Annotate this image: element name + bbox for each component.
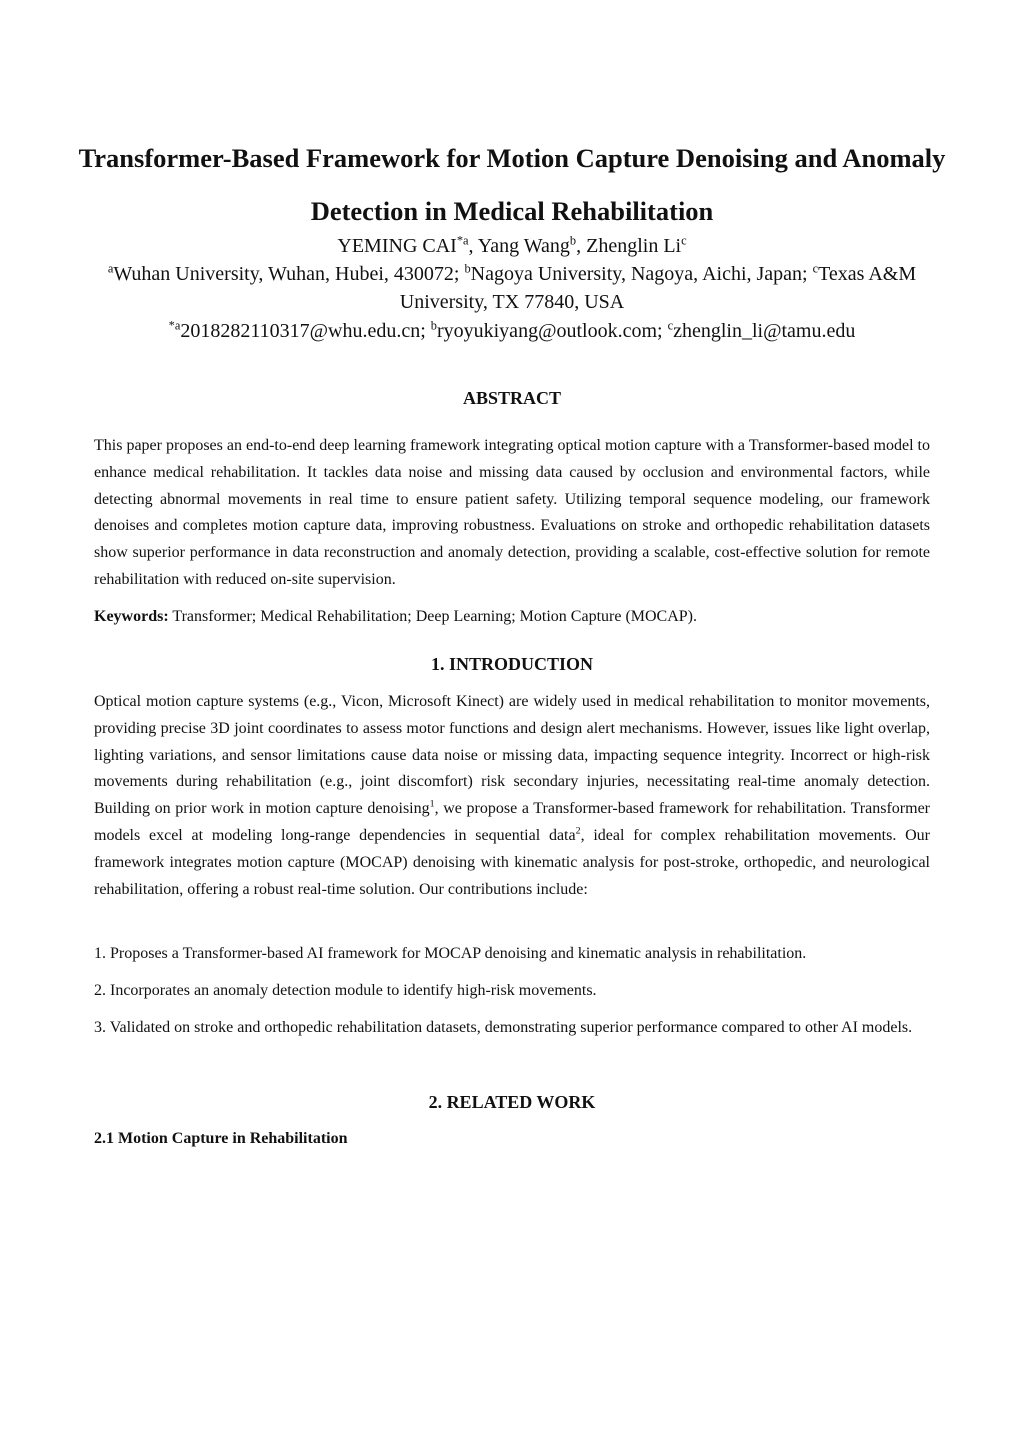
affiliation-text: Nagoya University, Nagoya, Aichi, Japan; [470,263,813,285]
author-name: Zhenglin Li [586,235,682,257]
paper-title: Transformer-Based Framework for Motion Capture Denoising and Anomaly Detection in Medical Rehabilitation [78,143,946,226]
author-mark: *a [456,233,469,248]
email-mark: b [430,318,437,333]
author-line [60,232,964,260]
contribution-item: 3. Validated on stroke and orthopedic rehabilitation datasets, demonstrating superior performance compared to other AI models. [94,1019,913,1036]
author-separator: , [576,235,587,257]
author-separator: , [468,235,478,257]
affiliation-mark: c [812,261,819,276]
related-work-heading: 2. RELATED WORK [428,1092,596,1112]
intro-text-part: , we propose a Transformer-based framework for rehabilitation. Transformer models excel at modeling long-range dependencies in sequential data [94,800,930,844]
introduction-heading: 1. INTRODUCTION [430,654,594,674]
keywords-text: Transformer; Medical Rehabilitation; Deep Learning; Motion Capture (MOCAP). [168,608,698,625]
introduction-paragraph [94,689,930,903]
keywords-line [94,604,930,631]
email-address: 2018282110317@whu.edu.cn; [180,320,431,342]
author-name: YEMING CAI [337,235,457,257]
citation-ref: 1 [429,798,435,810]
email-line [60,317,964,345]
author-mark: b [569,233,577,248]
author-mark: c [681,233,687,248]
citation-ref: 2 [575,825,581,837]
email-mark: c [667,318,674,333]
email-mark: *a [168,318,181,333]
abstract-heading: ABSTRACT [462,388,562,408]
keywords-label: Keywords: [94,608,169,625]
affiliation-text: Texas A&M University, TX 77840, USA [399,263,917,313]
intro-text-part: Optical motion capture systems (e.g., Vicon, Microsoft Kinect) are widely used in medical rehabilitation to monitor movements, providing precise 3D joint coordinates to assess motor functions and design alert mechanisms. However, issues like light overlap, lighting variations, and sensor limitations cause data noise or missing data, impacting sequence integrity. Incorrect or high-risk movements during rehabilitation (e.g., joint discomfort) risk secondary injuries, necessitating real-time anomaly detection. Building on prior work in motion capture denoising [94,693,930,818]
author-name: Yang Wang [477,235,570,257]
affiliation-mark: a [107,261,114,276]
intro-text-part: , ideal for complex rehabilitation movements. Our framework integrates motion capture (MOCAP) denoising with kinematic analysis for post-stroke, orthopedic, and neurological rehabilitation, offering a robust real-time solution. Our contributions include: [94,826,931,898]
email-address: zhenglin_li@tamu.edu [673,320,856,342]
subsection-heading: 2.1 Motion Capture in Rehabilitation [94,1130,348,1147]
contribution-item: 2. Incorporates an anomaly detection module to identify high-risk movements. [94,982,597,999]
email-address: ryoyukiyang@outlook.com; [436,320,668,342]
affiliation-text: Wuhan University, Wuhan, Hubei, 430072; [113,263,465,285]
affiliation-mark: b [464,261,471,276]
affiliation-lines [100,260,924,316]
contribution-item: 1. Proposes a Transformer-based AI framework for MOCAP denoising and kinematic analysis in rehabilitation. [94,945,807,962]
abstract-text: This paper proposes an end-to-end deep learning framework integrating optical motion capture with a Transformer-based model to enhance medical rehabilitation. It tackles data noise and missing data caused by occlusion and environmental factors, while detecting abnormal movements in real time to ensure patient safety. Utilizing temporal sequence modeling, our framework denoises and completes motion capture data, improving robustness. Evaluations on stroke and orthopedic rehabilitation datasets show superior performance in data reconstruction and anomaly detection, providing a scalable, cost-effective solution for remote rehabilitation with reduced on-site supervision. [94,437,930,588]
